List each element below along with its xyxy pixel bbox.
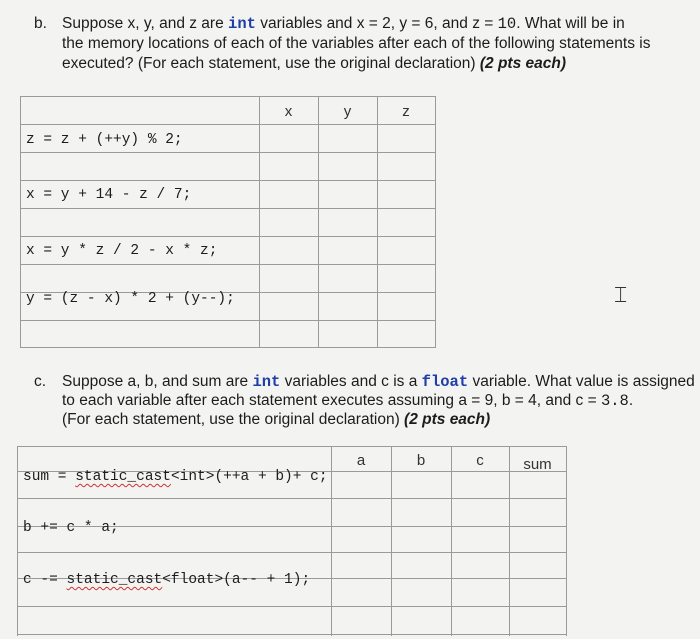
- table-b: [20, 96, 436, 348]
- header-b: b: [416, 452, 426, 469]
- table-c: [17, 446, 567, 636]
- statement-b4: y = (z - x) * 2 + (y--);: [26, 291, 235, 307]
- question-c-line1: Suppose a, b, and sum are int variables and c is a float variable. What value is assigned: [62, 373, 695, 391]
- header-c: c: [476, 452, 484, 469]
- statement-c3: c -= static_cast<float>(a-- + 1);: [23, 572, 311, 588]
- question-b-line3: executed? (For each statement, use the original declaration) (2 pts each): [62, 55, 567, 72]
- question-b: [34, 14, 694, 74]
- statement-c2: b += c * a;: [23, 520, 119, 536]
- header-x: x: [284, 103, 293, 120]
- question-c: [34, 372, 694, 432]
- statement-b2: x = y + 14 - z / 7;: [26, 187, 192, 203]
- question-b-label: b.: [34, 15, 47, 32]
- question-c-label: c.: [34, 373, 47, 390]
- header-a: a: [356, 452, 366, 469]
- question-b-line1: Suppose x, y, and z are int variables and x = 2, y = 6, and z = 10. What will be in: [62, 15, 625, 33]
- question-c-line2: to each variable after each statement executes assuming a = 9, b = 4, and c = 3.8.: [62, 392, 634, 410]
- header-sum: sum: [523, 456, 552, 473]
- question-b-line2: the memory locations of each of the variables after each of the following statements is: [62, 35, 651, 52]
- answer-cell-b1-z[interactable]: [378, 125, 435, 152]
- answer-cell-b1-y[interactable]: [319, 125, 377, 152]
- question-c-line3: (For each statement, use the original declaration) (2 pts each): [62, 411, 491, 428]
- header-z: z: [402, 103, 410, 120]
- answer-cell-b1-x[interactable]: [260, 125, 318, 152]
- statement-b1: z = z + (++y) % 2;: [26, 132, 183, 148]
- statement-c1: sum = static_cast<int>(++a + b)+ c;: [23, 469, 328, 485]
- text-cursor-icon: ⌶: [614, 282, 628, 307]
- header-y: y: [343, 103, 352, 120]
- statement-b3: x = y * z / 2 - x * z;: [26, 243, 218, 259]
